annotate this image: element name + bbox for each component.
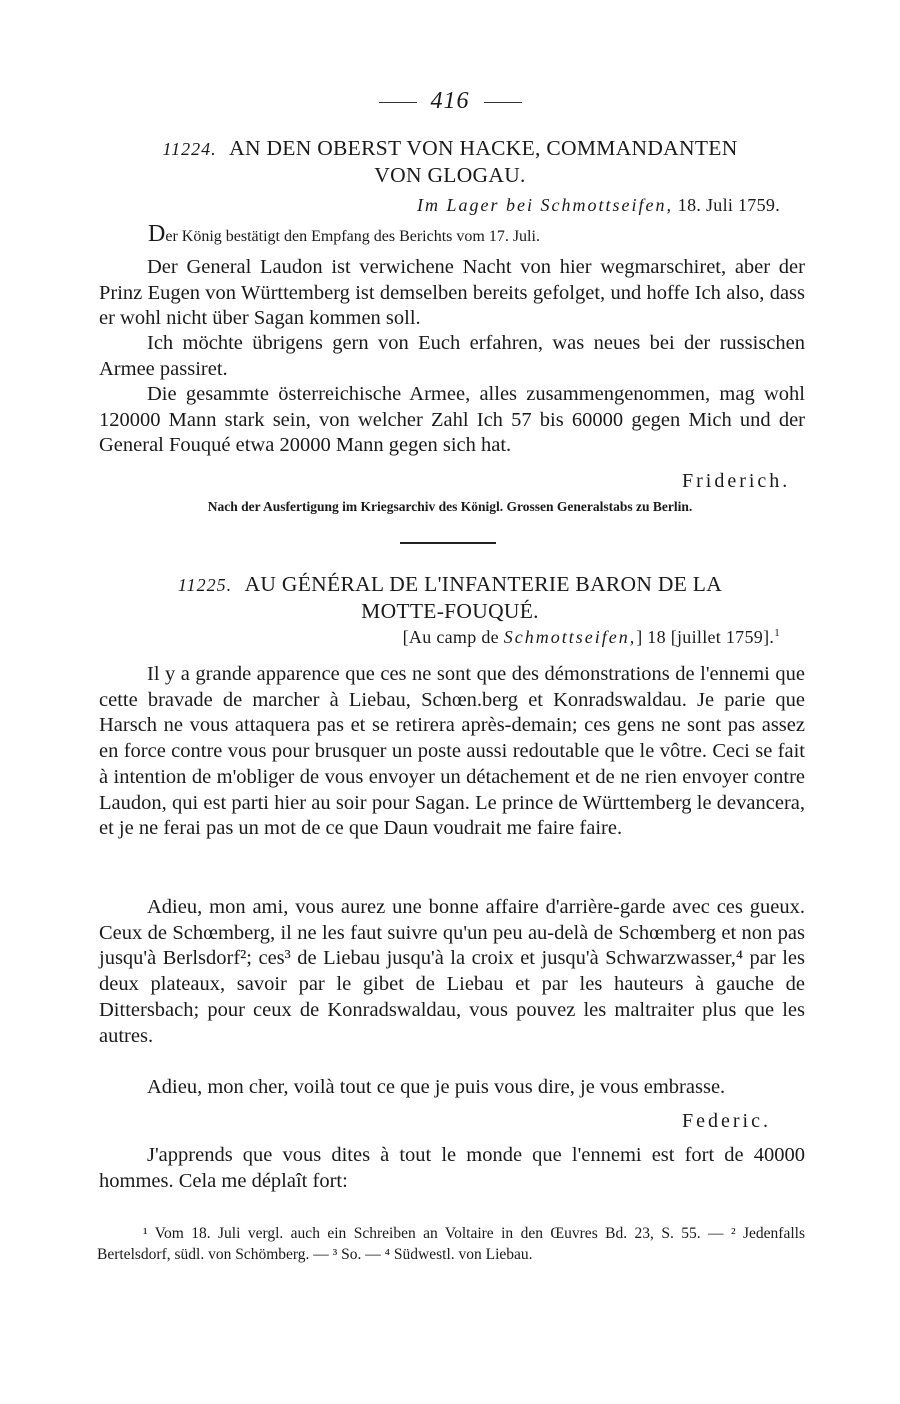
doc2-dateline-note: 1	[774, 627, 780, 639]
page-number-dash-right	[484, 102, 522, 103]
doc1-paragraph-1: Der General Laudon ist verwichene Nacht von hier wegmarschiret, aber der Prinz Eugen von Württemberg ist demselben bereits gefolget, und hoffe Ich also, dass er wohl nicht über Sagan kommen soll.	[99, 256, 805, 330]
doc1-source-note: Nach der Ausfertigung im Kriegsarchiv des Königl. Grossen Generalstabs zu Berlin.	[207, 499, 693, 514]
doc1-dateline	[417, 195, 780, 216]
doc2-signature: Federic.	[682, 1110, 771, 1132]
page-number	[0, 88, 900, 115]
doc1-signature: Friderich.	[682, 470, 791, 492]
doc2-dateline-place: Schmottseifen,	[503, 627, 637, 647]
doc2-paragraph-4: J'apprends que vous dites à tout le monde que l'ennemi est fort de 40000 hommes. Cela me déplaît fort:	[99, 1144, 805, 1192]
doc1-paragraph-2: Ich möchte übrigens gern von Euch erfahren, was neues bei der russischen Armee passiret.	[99, 332, 805, 380]
doc2-title-line1: AU GÉNÉRAL DE L'INFANTERIE BARON DE LA	[244, 572, 723, 596]
section-divider	[400, 542, 496, 544]
doc2-heading	[100, 571, 800, 624]
doc1-number: 11224.	[162, 139, 217, 159]
footnotes: ¹ Vom 18. Juli vergl. auch ein Schreiben an Voltaire in den Œuvres Bd. 23, S. 55. — ² Jedenfalls Bertelsdorf, südl. von Schömberg. — ³ So. — ⁴ Südwestl. von Liebau.	[97, 1225, 805, 1263]
doc1-heading	[100, 135, 800, 188]
page-number-text: 416	[430, 88, 470, 114]
doc2-dateline	[403, 627, 780, 648]
doc1-title-line2: VON GLOGAU.	[374, 163, 526, 187]
doc2-dateline-date: ] 18 [juillet 1759].	[636, 627, 775, 647]
doc1-summary-initial: D	[148, 221, 166, 247]
page-number-dash-left	[379, 102, 417, 103]
doc2-paragraph-3: Adieu, mon cher, voilà tout ce que je puis vous dire, je vous embrasse.	[147, 1076, 726, 1098]
doc1-dateline-date: 18. Juli 1759.	[677, 195, 780, 215]
doc2-number: 11225.	[177, 575, 233, 595]
doc1-title-line1: AN DEN OBERST VON HACKE, COMMANDANTEN	[229, 136, 738, 160]
doc1-summary	[148, 222, 540, 249]
doc2-dateline-open: [Au camp de	[402, 627, 499, 647]
doc1-paragraph-3: Die gesammte österreichische Armee, alles zusammengenommen, mag wohl 120000 Mann stark sein, von welcher Zahl Ich 57 bis 60000 gegen Mich und der General Fouqué etwa 20000 Mann gegen sich hat.	[99, 383, 805, 457]
doc1-summary-text: er König bestätigt den Empfang des Berichts vom 17. Juli.	[165, 228, 540, 245]
doc2-paragraph-1: Il y a grande apparence que ces ne sont que des démonstrations de l'ennemi que cette bravade de marcher à Liebau, Schœn.berg et Konradswaldau. Je parie que Harsch ne vous attaquera pas et se retirera après-demain; ces gens ne sont pas assez en force contre vous pour brusquer un poste aussi redoutable que le vôtre. Ceci se fait à intention de m'obliger de vous envoyer un détachement et de ne rien envoyer contre Laudon, qui est parti hier au soir pour Sagan. Le prince de Württemberg le devancera, et je ne ferai pas un mot de ce que Daun voudrait me faire faire.	[99, 663, 805, 840]
doc2-paragraph-2: Adieu, mon ami, vous aurez une bonne affaire d'arrière-garde avec ces gueux. Ceux de Schœmberg, il ne les faut suivre qu'un peu au-delà de Schœmberg et non pas jusqu'à Berlsdorf²; ces³ de Liebau jusqu'à la croix et jusqu'à Schwarzwasser,⁴ par les deux plateaux, savoir par le gibet de Liebau et par les hauteurs à gauche de Dittersbach; pour ceux de Konradswaldau, vous pouvez les maltraiter plus que les autres.	[99, 896, 805, 1047]
doc1-dateline-place: Im Lager bei Schmottseifen,	[417, 195, 673, 215]
doc2-title-line2: MOTTE-FOUQUÉ.	[361, 599, 539, 623]
